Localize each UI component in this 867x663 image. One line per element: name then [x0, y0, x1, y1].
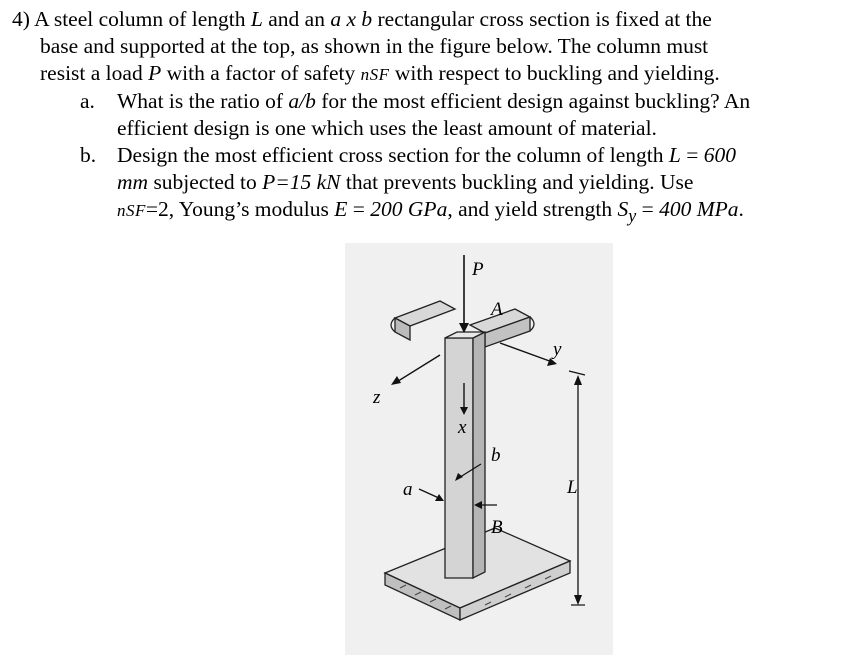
label-x: x — [458, 417, 467, 438]
part-a: a. What is the ratio of a/b for the most efficient design against buckling? An efficient design is one which uses the least amount of material. — [80, 89, 751, 140]
label-B: B — [491, 517, 503, 538]
column-figure — [345, 243, 613, 655]
problem-number: 4) — [12, 7, 30, 31]
intro-line-3: resist a load P with a factor of safety nSF with respect to buckling and yielding. — [40, 61, 720, 85]
label-a: a — [403, 479, 413, 500]
label-z: z — [373, 387, 381, 408]
label-y: y — [553, 339, 562, 360]
problem-statement — [12, 6, 852, 229]
part-b-marker: b. — [80, 143, 97, 167]
intro-line-1: 4) A steel column of length L and an a x b rectangular cross section is fixed at the — [12, 7, 712, 31]
label-A: A — [491, 299, 503, 320]
part-a-marker: a. — [80, 89, 95, 113]
label-L: L — [567, 477, 578, 498]
part-b: b. Design the most efficient cross section for the column of length L = 600 mm subjected to P=15 kN that prevents buckling and yielding. Use nSF=2, Young’s modulus E = 200 GPa, and yield strength $S_y = 400$ MPa. — [80, 143, 744, 226]
column-front-face — [445, 338, 473, 578]
column-diagram — [345, 243, 613, 655]
label-P: P — [472, 259, 484, 280]
label-b: b — [491, 445, 501, 466]
intro-line-2: base and supported at the top, as shown in the figure below. The column must — [40, 34, 709, 58]
column-side-face — [473, 332, 485, 578]
